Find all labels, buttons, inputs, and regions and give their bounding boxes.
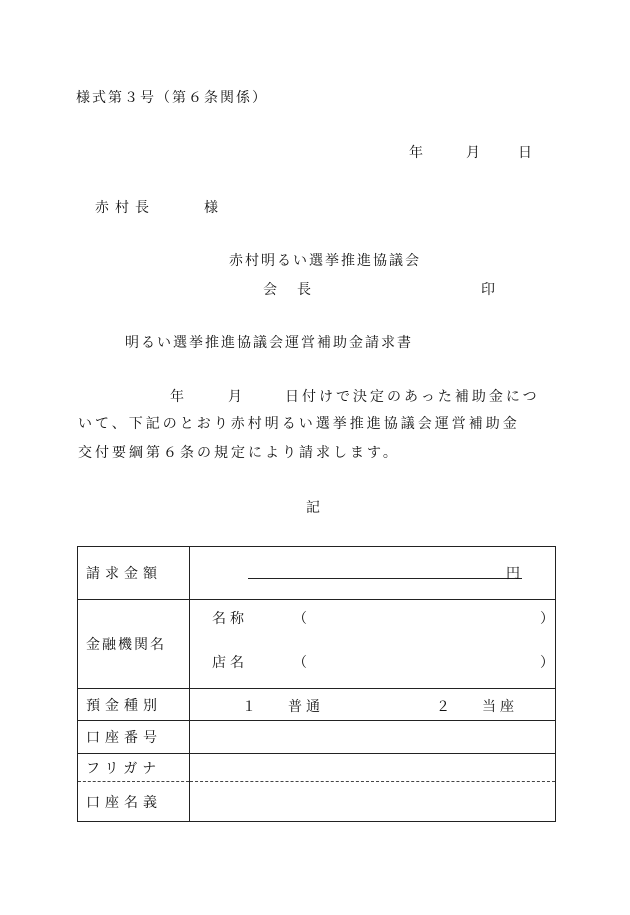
form-number: 様式第３号（第６条関係）: [76, 90, 268, 106]
bank-name-label: 名称: [212, 611, 248, 627]
document-title: 明るい選挙推進協議会運営補助金請求書: [125, 335, 413, 351]
body-line3: 交付要綱第６条の規定により請求します。: [78, 445, 400, 461]
sender-role: 会長: [263, 282, 331, 298]
deposit-type-field: [190, 689, 556, 721]
seal-mark: 印: [481, 282, 495, 298]
yen-unit: 円: [506, 566, 520, 582]
body-month: 月: [228, 389, 242, 405]
amount-label: 請求金額: [78, 547, 190, 600]
option2-number[interactable]: ２: [436, 699, 450, 715]
account-number-label: 口座番号: [78, 721, 190, 754]
body-line1: 日付けで決定のあった補助金につ: [285, 389, 540, 405]
bank-label: 金融機関名: [78, 600, 190, 689]
option1-number[interactable]: １: [242, 699, 256, 715]
account-name-label: 口座名義: [78, 782, 190, 822]
bank-field: [190, 600, 556, 689]
amount-underline: [248, 578, 522, 579]
table-row: [78, 600, 556, 689]
branch-label: 店名: [212, 655, 248, 671]
option2-label[interactable]: 当座: [482, 699, 518, 715]
option1-label[interactable]: 普通: [288, 699, 324, 715]
bank-name-paren-open: （: [293, 611, 307, 627]
addressee-name: 赤村長: [95, 200, 155, 216]
date-day: 日: [518, 145, 532, 161]
branch-paren-open: （: [293, 655, 307, 671]
table-row: [78, 754, 556, 782]
table-row: [78, 782, 556, 822]
branch-paren-close: ）: [540, 655, 554, 671]
claim-form-table: [77, 546, 556, 822]
bank-name-paren-close: ）: [540, 611, 554, 627]
table-row: [78, 721, 556, 754]
amount-field[interactable]: [190, 547, 556, 600]
table-row: [78, 689, 556, 721]
body-line2: いて、下記のとおり赤村明るい選挙推進協議会運営補助金: [78, 416, 520, 432]
deposit-type-label: 預金種別: [78, 689, 190, 721]
note-heading: 記: [306, 500, 320, 516]
date-year: 年: [409, 145, 423, 161]
sender-organization: 赤村明るい選挙推進協議会: [229, 253, 421, 269]
furigana-label: フリガナ: [78, 754, 190, 782]
date-month: 月: [466, 145, 480, 161]
account-name-field[interactable]: [190, 782, 556, 822]
table-row: [78, 547, 556, 600]
addressee-honorific: 様: [204, 200, 218, 216]
furigana-field[interactable]: [190, 754, 556, 782]
account-number-field[interactable]: [190, 721, 556, 754]
branch-name-row[interactable]: [212, 652, 248, 672]
bank-name-row[interactable]: [212, 608, 248, 628]
body-year: 年: [170, 389, 184, 405]
